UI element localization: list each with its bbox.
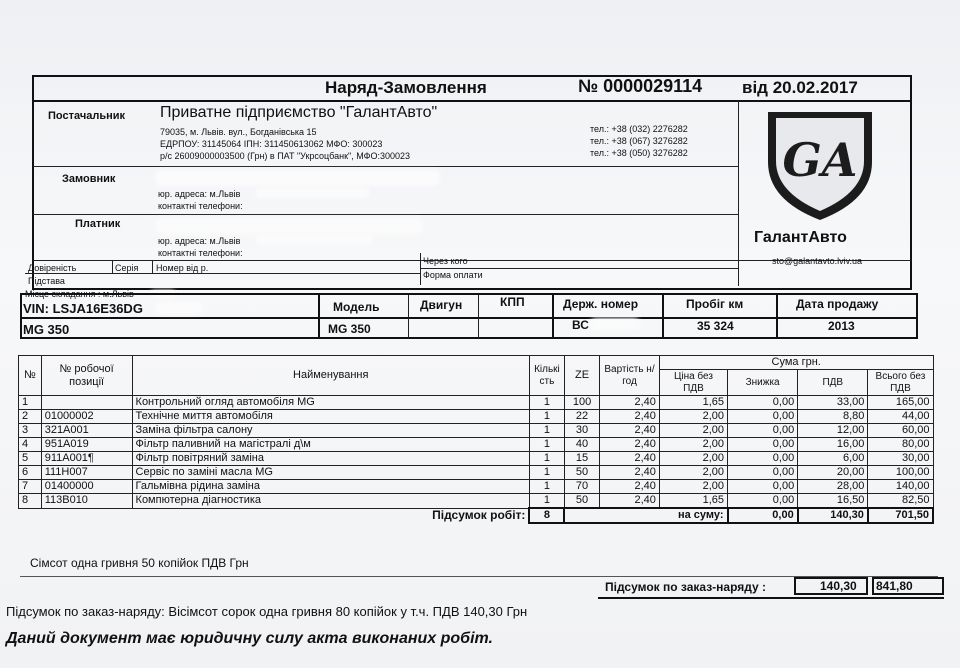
col-sum: Сума грн. bbox=[659, 356, 933, 370]
row-total: 140,00 bbox=[868, 480, 933, 494]
mileage-label: Пробіг км bbox=[686, 297, 744, 311]
row-ze: 50 bbox=[564, 466, 599, 480]
number-label: Номер від р. bbox=[156, 263, 209, 273]
subtotal-qty: 8 bbox=[529, 508, 564, 523]
payment-form-label: Форма оплати bbox=[423, 270, 483, 280]
row-price: 2,00 bbox=[659, 480, 727, 494]
row-discount: 0,00 bbox=[728, 438, 798, 452]
row-code bbox=[41, 396, 132, 410]
table-row bbox=[19, 494, 934, 509]
row-qty: 1 bbox=[529, 480, 564, 494]
sum-total: 701,50 bbox=[868, 508, 933, 523]
row-price: 2,00 bbox=[659, 438, 727, 452]
via-label: Через кого bbox=[423, 256, 468, 266]
legal-notice: Даний документ має юридичну силу акта виконаних робіт. bbox=[6, 630, 493, 647]
row-price: 2,00 bbox=[659, 452, 727, 466]
mileage-value: 35 324 bbox=[697, 319, 734, 333]
col-qty: Кількість bbox=[529, 356, 564, 396]
amount-in-words: Сімсот одна гривня 50 копійок ПДВ Грн bbox=[30, 556, 249, 570]
row-ze: 50 bbox=[564, 494, 599, 509]
supplier-address: 79035, м. Львів. вул., Богданівська 15 bbox=[160, 127, 317, 137]
sale-date-value: 2013 bbox=[828, 319, 855, 333]
row-name: Фільтр паливний на магістралі д\м bbox=[132, 438, 529, 452]
row-name: Контрольний огляд автомобіля MG bbox=[132, 396, 529, 410]
model-label: Модель bbox=[333, 300, 380, 314]
row-cost: 2,40 bbox=[600, 424, 660, 438]
row-cost: 2,40 bbox=[600, 466, 660, 480]
row-vat: 16,00 bbox=[798, 438, 868, 452]
customer-name-redacted bbox=[155, 170, 440, 186]
galantavto-logo-icon bbox=[760, 104, 880, 224]
row-cost: 2,40 bbox=[600, 438, 660, 452]
row-name: Технічне миття автомобіля bbox=[132, 410, 529, 424]
row-qty: 1 bbox=[529, 452, 564, 466]
col-code: № робочої позиції bbox=[41, 356, 132, 396]
row-name: Гальмівна рідина заміна bbox=[132, 480, 529, 494]
document-number: № 0000029114 bbox=[578, 76, 703, 96]
row-total: 80,00 bbox=[868, 438, 933, 452]
col-total: Всього без ПДВ bbox=[868, 370, 933, 396]
payer-address: юр. адреса: м.Львів bbox=[158, 236, 241, 246]
row-vat: 33,00 bbox=[798, 396, 868, 410]
row-total: 100,00 bbox=[868, 466, 933, 480]
row-discount: 0,00 bbox=[728, 452, 798, 466]
row-discount: 0,00 bbox=[728, 466, 798, 480]
row-num: 5 bbox=[19, 452, 42, 466]
row-price: 2,00 bbox=[659, 424, 727, 438]
row-num: 4 bbox=[19, 438, 42, 452]
row-num: 8 bbox=[19, 494, 42, 509]
row-vat: 12,00 bbox=[798, 424, 868, 438]
row-price: 1,65 bbox=[659, 494, 727, 509]
plate-label: Держ. номер bbox=[563, 297, 639, 311]
payer-label: Платник bbox=[75, 218, 121, 230]
table-row bbox=[19, 452, 934, 466]
row-qty: 1 bbox=[529, 494, 564, 509]
sum-discount: 0,00 bbox=[728, 508, 798, 523]
col-discount: Знижка bbox=[728, 370, 798, 396]
table-row bbox=[19, 424, 934, 438]
col-name: Найменування bbox=[132, 356, 529, 396]
table-row bbox=[19, 466, 934, 480]
row-code: 01400000 bbox=[41, 480, 132, 494]
supplier-phone-2: тел.: +38 (067) 3276282 bbox=[590, 136, 688, 146]
row-code: 321A001 bbox=[41, 424, 132, 438]
table-row bbox=[19, 410, 934, 424]
row-name: Сервіс по заміні масла MG bbox=[132, 466, 529, 480]
row-ze: 70 bbox=[564, 480, 599, 494]
customer-phones: контактні телефони: bbox=[158, 201, 243, 211]
payer-address-redacted bbox=[255, 234, 373, 245]
row-vat: 20,00 bbox=[798, 466, 868, 480]
logo-brand-name: ГалантАвто bbox=[754, 229, 847, 246]
row-vat: 16,50 bbox=[798, 494, 868, 509]
row-name: Фільтр повітряний заміна bbox=[132, 452, 529, 466]
row-cost: 2,40 bbox=[600, 396, 660, 410]
row-num: 7 bbox=[19, 480, 42, 494]
row-qty: 1 bbox=[529, 396, 564, 410]
row-ze: 40 bbox=[564, 438, 599, 452]
row-total: 44,00 bbox=[868, 410, 933, 424]
subtotal-label: Підсумок робіт: bbox=[432, 508, 526, 523]
place-label: Місце складання : м.Львів bbox=[25, 289, 134, 299]
vehicle-model-left: MG 350 bbox=[23, 322, 70, 337]
row-code: 951A019 bbox=[41, 438, 132, 452]
row-code: 01000002 bbox=[41, 410, 132, 424]
supplier-name: Приватне підприємство "ГалантАвто" bbox=[160, 104, 438, 121]
row-discount: 0,00 bbox=[728, 410, 798, 424]
row-price: 2,00 bbox=[659, 466, 727, 480]
sum-vat: 140,30 bbox=[798, 508, 868, 523]
row-total: 60,00 bbox=[868, 424, 933, 438]
customer-address: юр. адреса: м.Львів bbox=[158, 189, 241, 199]
supplier-phone-3: тел.: +38 (050) 3276282 bbox=[590, 148, 688, 158]
col-cost: Вартість н/год bbox=[600, 356, 660, 396]
order-vat: 140,30 bbox=[820, 579, 857, 593]
row-vat: 8,80 bbox=[798, 410, 868, 424]
row-discount: 0,00 bbox=[728, 480, 798, 494]
row-total: 82,50 bbox=[868, 494, 933, 509]
row-name: Компютерна діагностика bbox=[132, 494, 529, 509]
sum-label: на суму: bbox=[564, 508, 727, 523]
row-discount: 0,00 bbox=[728, 424, 798, 438]
row-num: 1 bbox=[19, 396, 42, 410]
row-ze: 30 bbox=[564, 424, 599, 438]
order-total-label: Підсумок по заказ-наряду : bbox=[605, 580, 767, 594]
row-code: 111H007 bbox=[41, 466, 132, 480]
payer-name-redacted bbox=[155, 218, 423, 234]
engine-label: Двигун bbox=[420, 298, 463, 312]
row-qty: 1 bbox=[529, 466, 564, 480]
model-value: MG 350 bbox=[328, 322, 371, 336]
customer-address-redacted bbox=[255, 187, 370, 198]
order-summary-line: Підсумок по заказ-наряду: Вісімсот сорок одна гривня 80 копійок у т.ч. ПДВ 140,30 Грн bbox=[6, 604, 528, 619]
row-num: 3 bbox=[19, 424, 42, 438]
supplier-account: р/с 26009000003500 (Грн) в ПАТ "Укрсоцбанк", МФО:300023 bbox=[160, 151, 411, 161]
row-discount: 0,00 bbox=[728, 494, 798, 509]
col-vat: ПДВ bbox=[798, 370, 868, 396]
row-num: 2 bbox=[19, 410, 42, 424]
row-price: 2,00 bbox=[659, 410, 727, 424]
customer-label: Замовник bbox=[62, 173, 116, 185]
row-code: 911A001¶ bbox=[41, 452, 132, 466]
table-row bbox=[19, 396, 934, 410]
supplier-codes: ЕДРПОУ: 31145064 ІПН: 311450613062 МФО: 300023 bbox=[160, 139, 383, 149]
row-qty: 1 bbox=[529, 410, 564, 424]
row-cost: 2,40 bbox=[600, 452, 660, 466]
sale-date-label: Дата продажу bbox=[796, 297, 879, 311]
plate-value: ВС bbox=[572, 318, 589, 332]
col-ze: ZE bbox=[564, 356, 599, 396]
row-num: 6 bbox=[19, 466, 42, 480]
vehicle-frame bbox=[20, 293, 918, 339]
svg-text:GA: GA bbox=[782, 133, 858, 187]
row-price: 1,65 bbox=[659, 396, 727, 410]
row-cost: 2,40 bbox=[600, 480, 660, 494]
table-row bbox=[19, 480, 934, 494]
row-cost: 2,40 bbox=[600, 494, 660, 509]
gearbox-label: КПП bbox=[500, 295, 525, 309]
document-title: Наряд-Замовлення bbox=[325, 78, 487, 97]
logo-email: sto@galantavto.lviv.ua bbox=[772, 256, 863, 266]
basis-label: Підстава bbox=[28, 276, 65, 286]
row-ze: 100 bbox=[564, 396, 599, 410]
row-qty: 1 bbox=[529, 438, 564, 452]
proxy-label: Довіреність bbox=[28, 263, 77, 273]
payer-phones: контактні телефони: bbox=[158, 248, 243, 258]
row-total: 165,00 bbox=[868, 396, 933, 410]
table-row bbox=[19, 438, 934, 452]
row-name: Заміна фільтра салону bbox=[132, 424, 529, 438]
supplier-phone-1: тел.: +38 (032) 2276282 bbox=[590, 124, 688, 134]
document-date: від 20.02.2017 bbox=[742, 78, 858, 97]
vin-value: VIN: LSJA16E36DG bbox=[23, 301, 143, 316]
row-cost: 2,40 bbox=[600, 410, 660, 424]
col-num: № bbox=[19, 356, 42, 396]
row-code: 113B010 bbox=[41, 494, 132, 509]
col-price: Ціна без ПДВ bbox=[659, 370, 727, 396]
row-vat: 28,00 bbox=[798, 480, 868, 494]
row-qty: 1 bbox=[529, 424, 564, 438]
row-ze: 22 bbox=[564, 410, 599, 424]
row-discount: 0,00 bbox=[728, 396, 798, 410]
supplier-label: Постачальник bbox=[48, 110, 125, 122]
order-total: 841,80 bbox=[876, 579, 913, 593]
series-label: Серія bbox=[115, 263, 139, 273]
row-vat: 6,00 bbox=[798, 452, 868, 466]
row-ze: 15 bbox=[564, 452, 599, 466]
works-table bbox=[18, 355, 934, 524]
row-total: 30,00 bbox=[868, 452, 933, 466]
